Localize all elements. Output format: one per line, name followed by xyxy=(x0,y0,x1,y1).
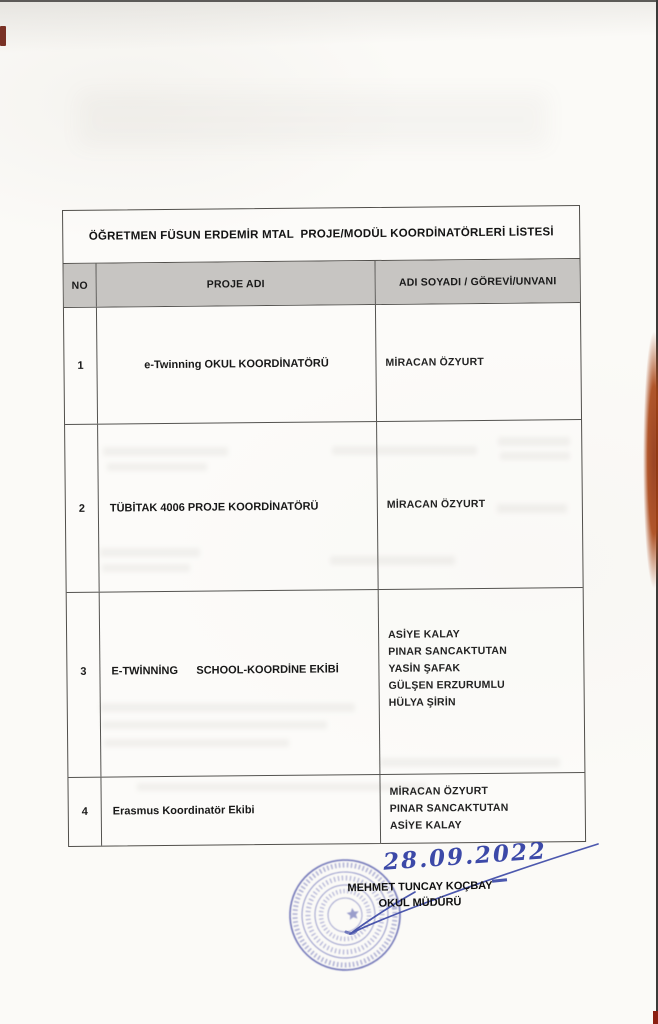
coordinator-names xyxy=(376,303,581,421)
header-no: NO xyxy=(64,264,97,307)
scan-mark-bottom-right xyxy=(653,1011,658,1024)
row-number: 3 xyxy=(67,593,102,777)
coordinator-names xyxy=(377,420,583,589)
coordinator-table xyxy=(62,205,586,847)
coordinator-name: MİRACAN ÖZYURT xyxy=(385,355,484,369)
coordinator-name: ASİYE KALAY xyxy=(388,627,460,641)
project-name: Erasmus Koordinatör Ekibi xyxy=(101,775,381,846)
coordinator-name: HÜLYA ŞİRİN xyxy=(388,695,456,709)
header-person: ADI SOYADI / GÖREVİ/UNVANI xyxy=(376,259,580,304)
row-number: 4 xyxy=(68,778,102,846)
coordinator-names xyxy=(380,773,585,843)
principal-name: MEHMET TUNCAY KOÇBAY xyxy=(347,879,493,895)
scan-shadow-top xyxy=(0,2,658,58)
bleed-through-artifact xyxy=(78,92,548,147)
header-project-name: PROJE ADI xyxy=(97,261,376,307)
table-row xyxy=(64,303,581,425)
coordinator-name: GÜLŞEN ERZURUMLU xyxy=(388,678,506,692)
coordinator-name: PINAR SANCAKTUTAN xyxy=(388,644,508,658)
coordinator-name: ASİYE KALAY xyxy=(389,818,462,832)
table-header-row xyxy=(64,259,580,308)
coordinator-names xyxy=(379,588,585,774)
scan-mark-top-left xyxy=(0,26,6,46)
row-number: 2 xyxy=(65,425,100,592)
table-row xyxy=(65,420,583,593)
table-title-row xyxy=(63,206,579,264)
project-name: TÜBİTAK 4006 PROJE KOORDİNATÖRÜ xyxy=(98,422,379,592)
principal-title: OKUL MÜDÜRÜ xyxy=(378,896,462,910)
document-title: ÖĞRETMEN FÜSUN ERDEMİR MTAL PROJE/MODÜL KOORDİNATÖRLERİ LİSTESİ xyxy=(88,226,554,243)
table-row xyxy=(68,773,585,846)
coordinator-name: YASİN ŞAFAK xyxy=(388,661,461,675)
row-number: 1 xyxy=(64,308,98,424)
handwritten-date: 28.09.2022 xyxy=(382,837,548,876)
coordinator-name: PINAR SANCAKTUTAN xyxy=(389,801,509,815)
coordinator-name: MİRACAN ÖZYURT xyxy=(386,497,486,511)
project-name: E-TWİNNİNG SCHOOL-KOORDİNE EKİBİ xyxy=(100,590,381,777)
table-row xyxy=(67,588,585,778)
scan-smudge-right xyxy=(640,295,658,625)
coordinator-name: MİRACAN ÖZYURT xyxy=(389,784,489,798)
project-name: e-Twinning OKUL KOORDİNATÖRÜ xyxy=(97,305,377,424)
